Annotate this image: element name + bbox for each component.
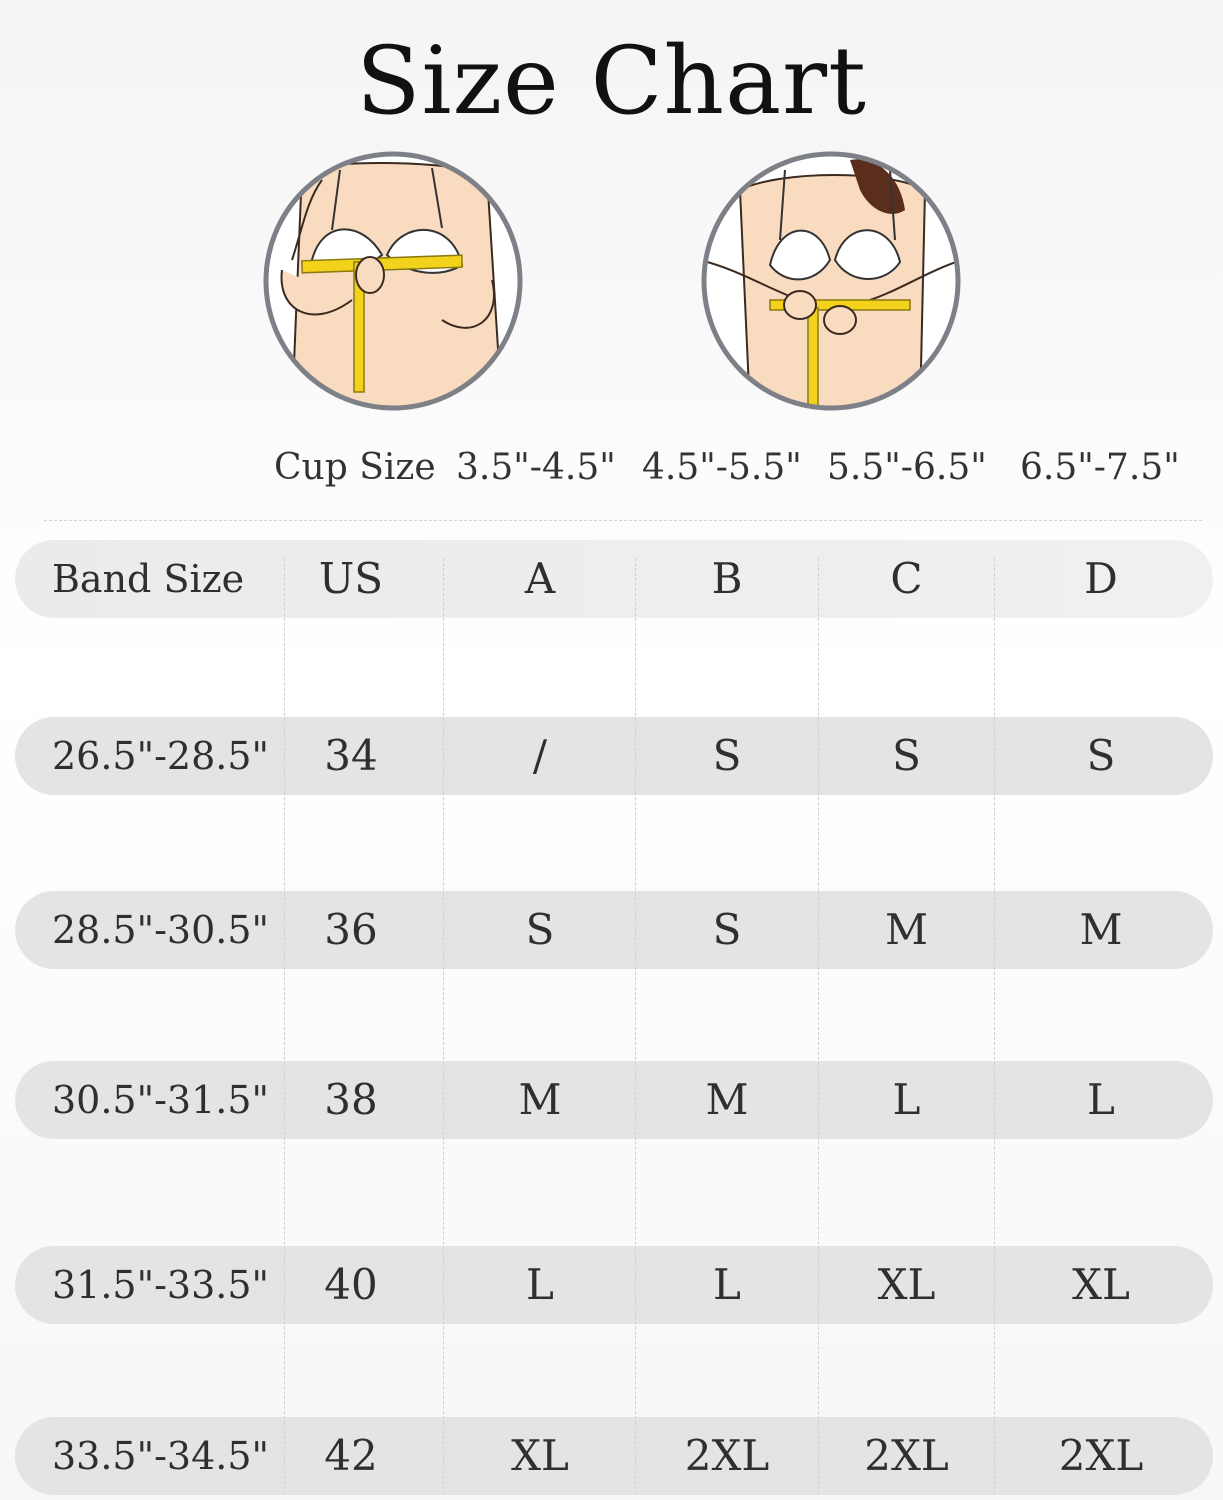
band-size-cell: 31.5"-33.5": [52, 1263, 270, 1307]
band-size-cell: 26.5"-28.5": [52, 734, 270, 778]
header-us: US: [318, 554, 384, 603]
size-cell-b: S: [712, 731, 742, 780]
band-measure-illustration: [700, 150, 962, 412]
size-cell-a: L: [526, 1260, 554, 1309]
column-divider: [994, 558, 995, 1494]
size-cell-c: S: [892, 731, 921, 780]
cup-range-c: 5.5"-6.5": [827, 447, 987, 488]
size-cell-d: S: [1086, 731, 1116, 780]
size-cell-a: XL: [511, 1431, 569, 1480]
us-size-cell: 42: [324, 1431, 378, 1480]
cup-range-d: 6.5"-7.5": [1020, 447, 1180, 488]
column-divider: [284, 558, 285, 1494]
size-cell-a: S: [525, 905, 555, 954]
size-cell-b: L: [713, 1260, 741, 1309]
header-c: C: [890, 554, 923, 603]
size-cell-b: M: [705, 1075, 749, 1124]
tape-measure-across-bust-icon: [262, 150, 524, 412]
band-size-cell: 33.5"-34.5": [52, 1434, 270, 1478]
header-divider: [44, 520, 1202, 521]
header-d: D: [1084, 554, 1118, 603]
size-cell-b: 2XL: [684, 1431, 770, 1480]
cup-measure-illustration: [262, 150, 524, 412]
size-cell-d: L: [1087, 1075, 1115, 1124]
us-size-cell: 40: [324, 1260, 378, 1309]
cup-range-a: 3.5"-4.5": [456, 447, 616, 488]
column-divider: [635, 558, 636, 1494]
size-cell-a: M: [518, 1075, 562, 1124]
header-a: A: [524, 554, 556, 603]
header-b: B: [711, 554, 743, 603]
column-divider: [443, 558, 444, 1494]
size-cell-c: L: [892, 1075, 921, 1124]
tape-measure-under-bust-icon: [700, 150, 962, 412]
cup-range-b: 4.5"-5.5": [642, 447, 802, 488]
us-size-cell: 36: [324, 905, 378, 954]
band-size-cell: 30.5"-31.5": [52, 1078, 270, 1122]
us-size-cell: 34: [324, 731, 378, 780]
size-cell-d: 2XL: [1058, 1431, 1144, 1480]
column-divider: [818, 558, 819, 1494]
size-cell-c: 2XL: [864, 1431, 949, 1480]
size-cell-d: XL: [1072, 1260, 1130, 1309]
us-size-cell: 38: [324, 1075, 378, 1124]
size-cell-c: XL: [877, 1260, 936, 1309]
page-title: Size Chart: [356, 27, 867, 136]
band-size-cell: 28.5"-30.5": [52, 908, 270, 952]
size-cell-c: M: [884, 905, 928, 954]
size-cell-b: S: [712, 905, 742, 954]
size-cell-d: M: [1079, 905, 1123, 954]
header-band-size: Band Size: [52, 557, 245, 601]
cup-size-label: Cup Size: [274, 447, 436, 488]
size-cell-a: /: [532, 731, 548, 780]
